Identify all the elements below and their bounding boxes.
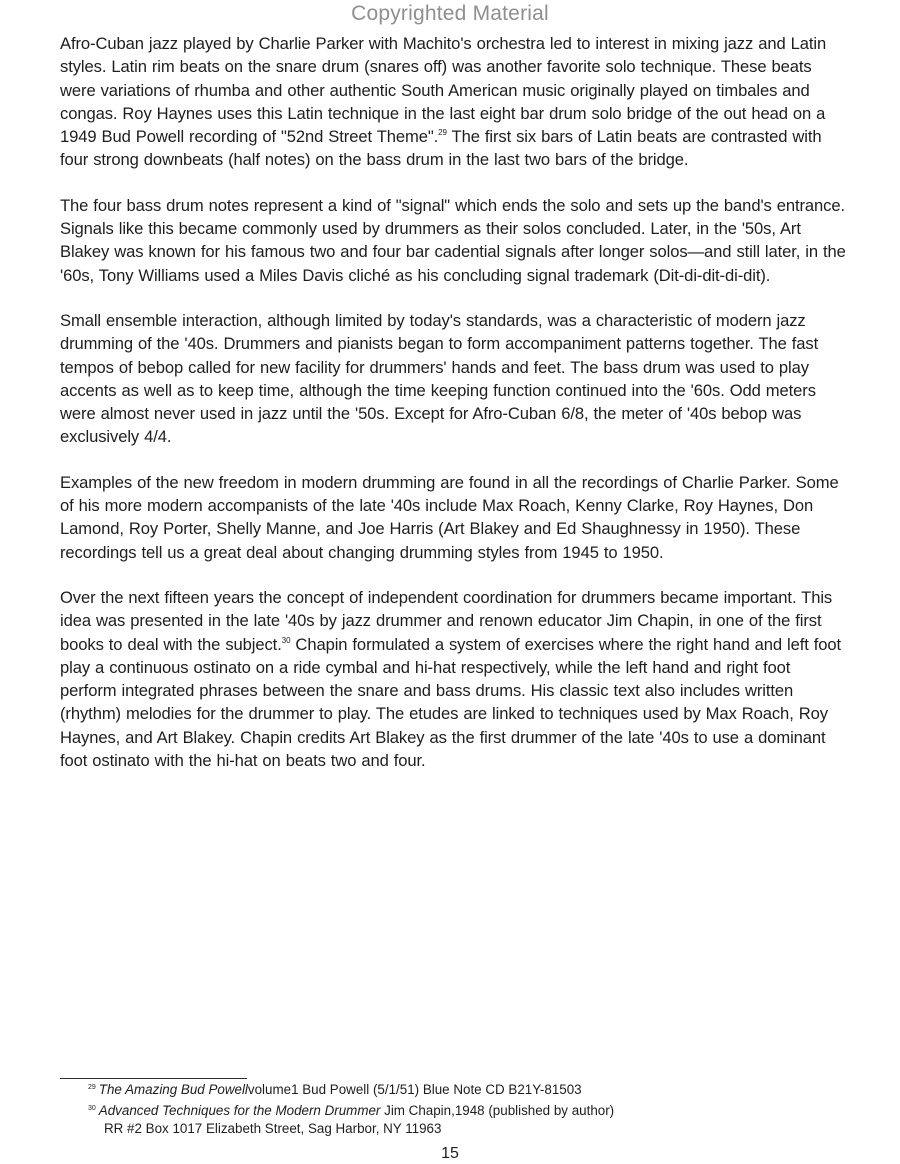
footnote-30-text: Jim Chapin,1948 (published by author) (380, 1102, 615, 1118)
body-text (60, 32, 850, 794)
footnote-29-title: The Amazing Bud Powell (98, 1082, 248, 1097)
paragraph-5 (60, 586, 850, 772)
paragraph-5-text-cont: Chapin formulated a system of exercises where the right hand and left foot play a continuous ostinato on a ride cymbal and hi-hat respectively, while the left hand and right foot perform integrated phrases between the snare and bass drums. His classic text also includes written (rhythm) melodies for the drummer to play. The etudes are linked to techniques used by Max Roach, Roy Haynes, and Art Blakey. Chapin credits Art Blakey as the first drummer of the late '40s to use a dominant foot ostinato with the hi-hat on beats two and four. (60, 634, 842, 771)
footnote-ref-29: 29 (438, 128, 447, 138)
paragraph-4: Examples of the new freedom in modern drumming are found in all the recordings of Charlie Parker. Some of his more modern accompanists of the late '40s include Max Roach, Kenny Clarke, Roy Haynes, Don Lamond, Roy Porter, Shelly Manne, and Joe Harris (Art Blakey and Ed Shaughnessy in 1950). These recordings tell us a great deal about changing drumming styles from 1945 to 1950. (60, 472, 839, 562)
paragraph-3: Small ensemble interaction, although limited by today's standards, was a characteristic of modern jazz drumming of the '40s. Drummers and pianists began to form accompaniment patterns together. The fast tempos of bebop called for new facility for drummers' hands and feet. The bass drum was used to play accents as well as to keep time, although the time keeping function continued into the '60s. Odd meters were almost never used in jazz until the '50s. Except for Afro-Cuban 6/8, the meter of '40s bebop was exclusively 4/4. (60, 310, 819, 447)
footnote-30-marker: 30 (88, 1104, 96, 1112)
footnote-30 (88, 1100, 848, 1121)
paragraph-1 (60, 32, 850, 172)
footnotes (88, 1079, 848, 1139)
paragraph-1-text: Afro-Cuban jazz played by Charlie Parker with Machito's orchestra led to interest in mixing jazz and Latin styles. Latin rim beats on the snare drum (snares off) was another favorite solo technique. These beats were variations of rhumba and other authentic South American music originally played on timbales and congas. Roy Haynes uses this Latin technique in the last eight bar drum solo bridge of the out head on a 1949 Bud Powell recording of "52nd Street Theme". (60, 34, 827, 147)
footnote-29-text: volume1 Bud Powell (5/1/51) Blue Note CD B21Y-81503 (247, 1082, 582, 1097)
footnote-30-title: Advanced Techniques for the Modern Drummer (98, 1102, 381, 1118)
page-number: 15 (441, 1145, 459, 1162)
copyright-watermark: Copyrighted Material (351, 2, 549, 25)
footnote-29-marker: 29 (88, 1084, 96, 1091)
paragraph-2: The four bass drum notes represent a kind of "signal" which ends the solo and sets up the band's entrance. Signals like this became commonly used by drummers as their solos concluded. Later, in the '50s, Art Blakey was known for his famous two and four bar cadential signals after longer solos—and still later, in the '60s, Tony Williams used a Miles Davis cliché as his concluding signal trademark (Dit-di-dit-di-dit). (60, 195, 846, 285)
paragraph-1-text-cont: The first six bars of Latin beats are contrasted with four strong downbeats (half notes) on the bass drum in the last two bars of the bridge. (60, 127, 822, 170)
paragraph-5-text: Over the next fifteen years the concept of independent coordination for drummers became important. This idea was presented in the late '40s by jazz drummer and renown educator Jim Chapin, in one of the first books to deal with the subject. (60, 587, 833, 654)
footnote-ref-30: 30 (281, 635, 291, 645)
footnote-29 (88, 1079, 848, 1100)
footnote-30-address: RR #2 Box 1017 Elizabeth Street, Sag Harbor, NY 11963 (104, 1121, 442, 1136)
